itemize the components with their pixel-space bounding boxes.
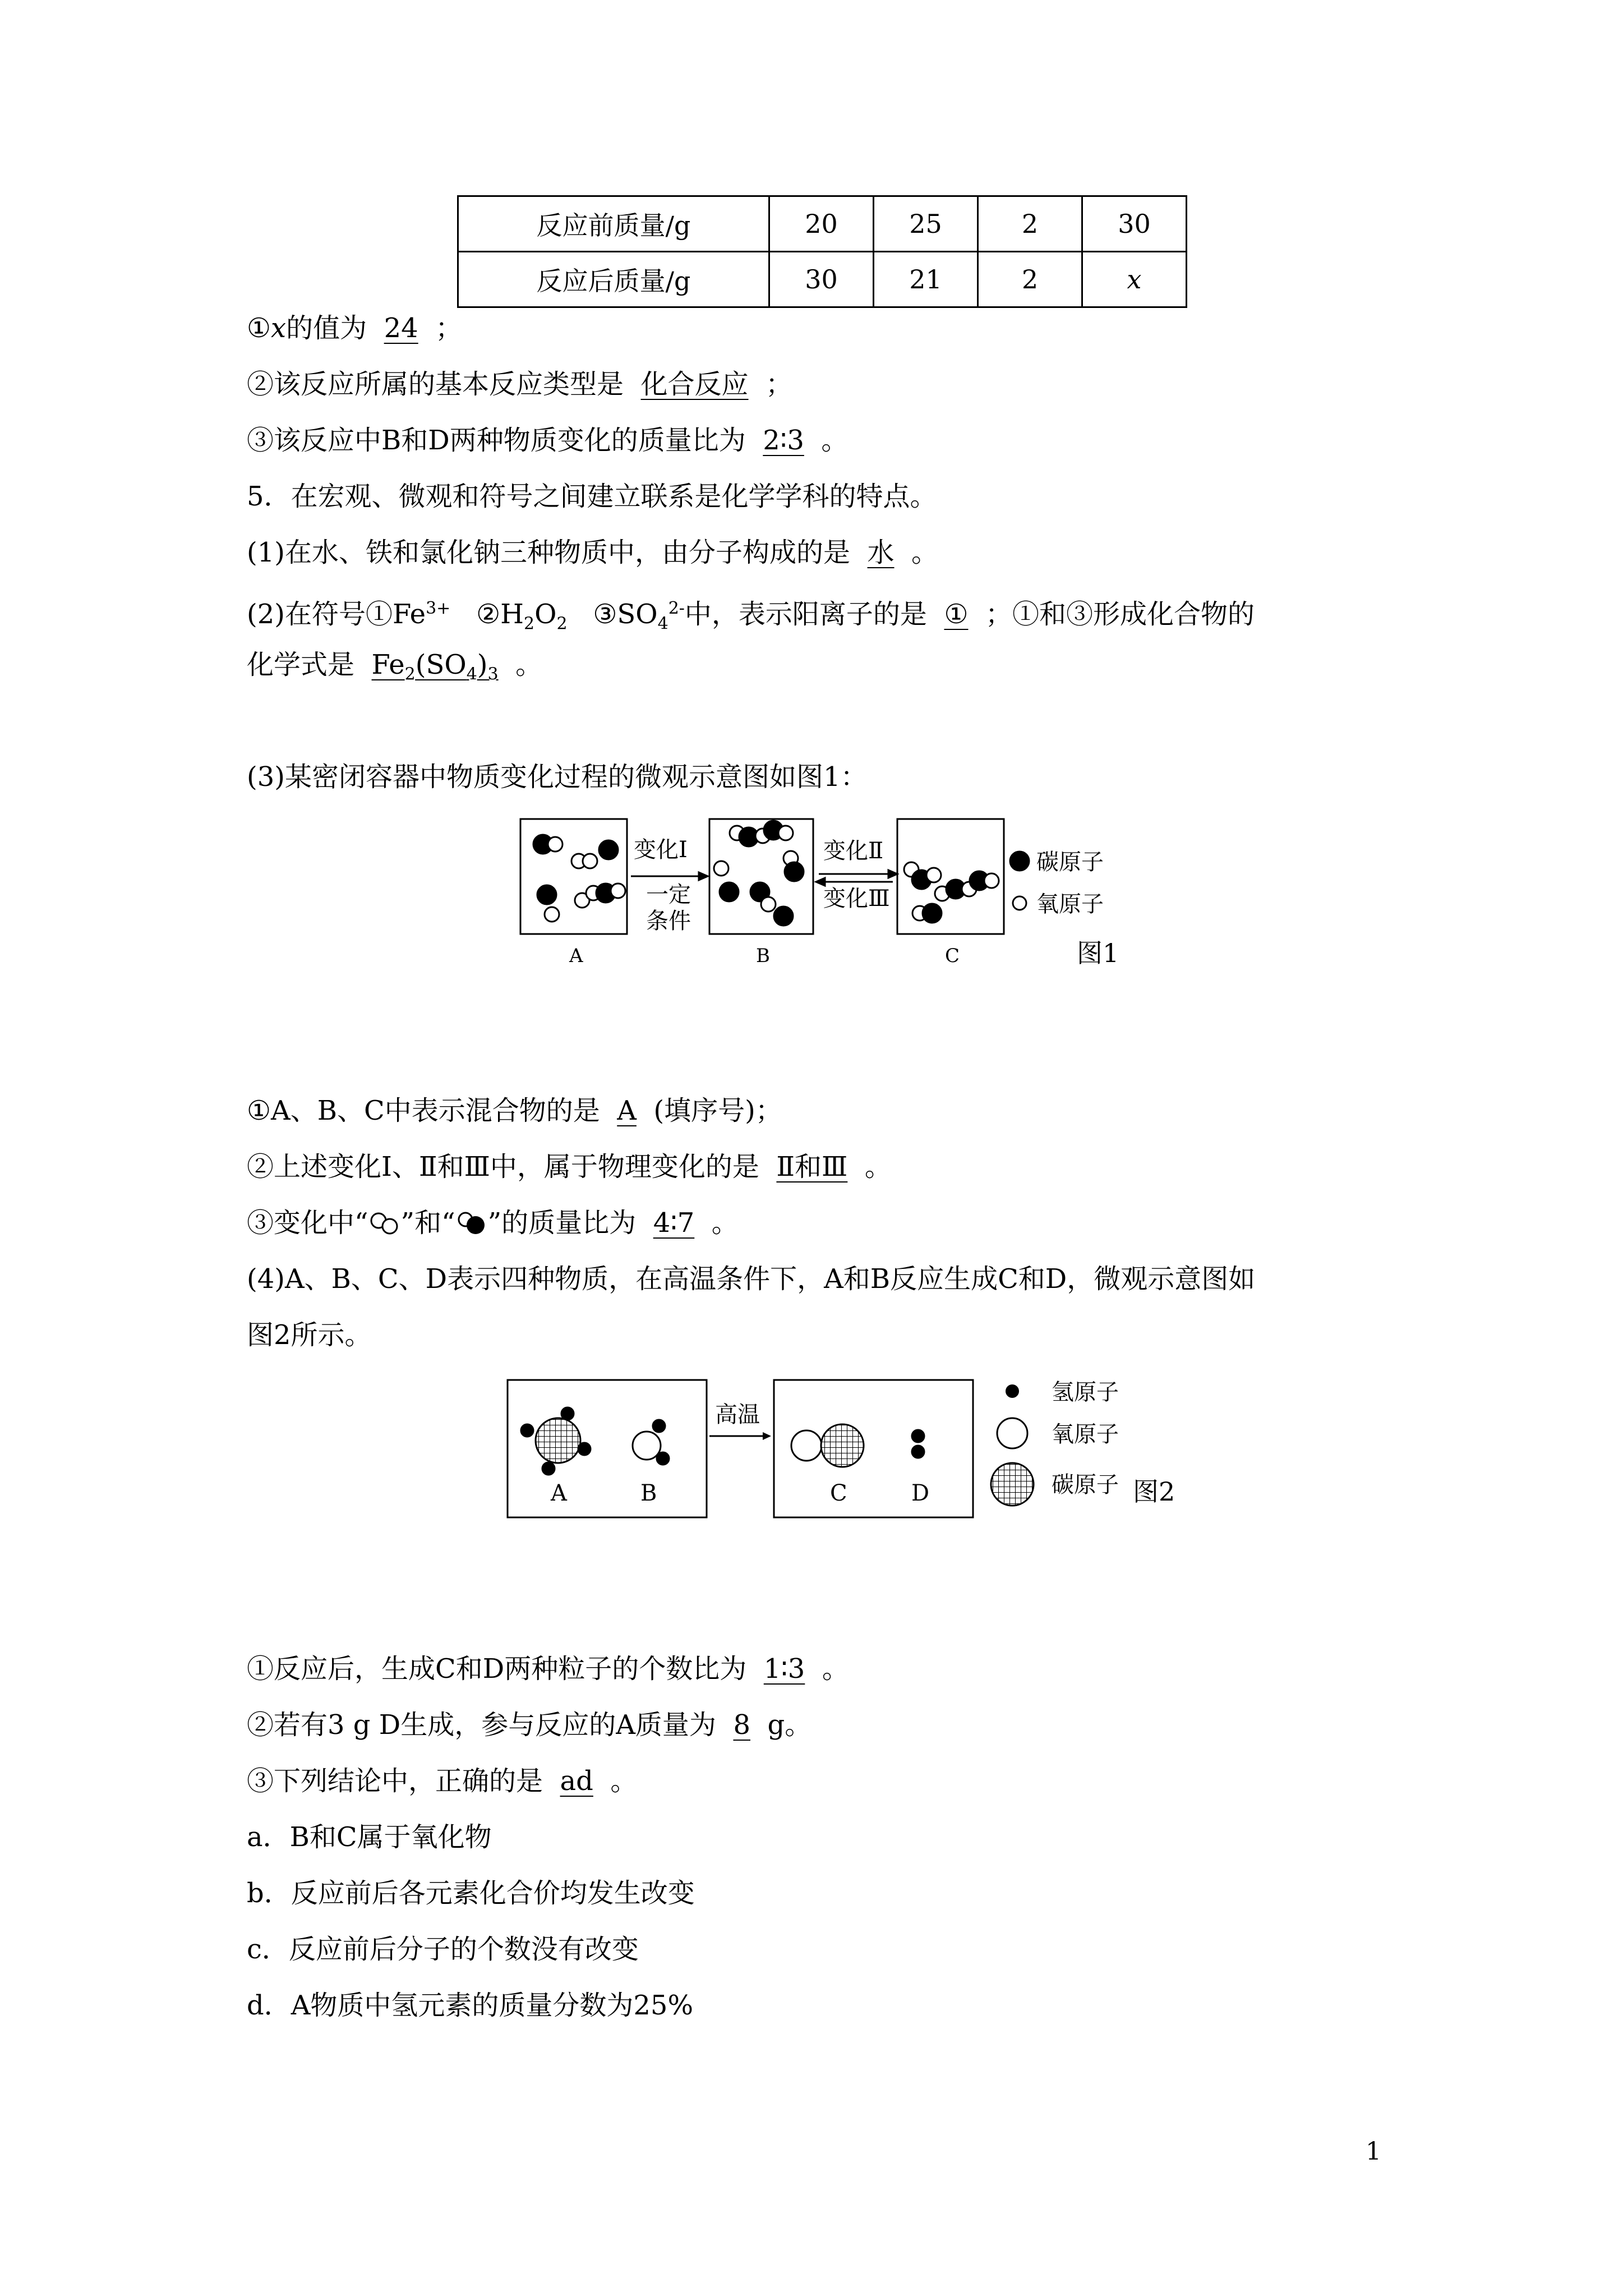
answer-blank: 水 (867, 537, 895, 568)
answer-blank: 4∶7 (653, 1207, 695, 1239)
q5-part-2: (2)在符号$①Fe^{3+}$ $②H_2O_2$ $③SO_4^{2-}$中，表示阳离子的是 ① ；①和③形成化合物的 (247, 599, 1255, 634)
label-c: C (830, 1480, 847, 1506)
answer-blank: 2∶3 (763, 425, 804, 456)
label-a: A (551, 1480, 567, 1506)
carbon-icon (991, 1463, 1034, 1506)
table-cell: 20 (769, 196, 874, 252)
answer-blank: 化合反应 (640, 369, 749, 400)
mass-table (457, 195, 1187, 308)
option-b: b．反应前后各元素化合价均发生改变 (247, 1878, 695, 1909)
label-a: A (569, 945, 583, 967)
q5-part-3-item-2: ②上述变化Ⅰ、Ⅱ和Ⅲ中，属于物理变化的是 Ⅱ和Ⅲ 。 (247, 1151, 892, 1182)
label-b: B (756, 945, 770, 967)
q5-part-2-line2: 化学式是 $Fe_2(SO_4)_3$ 。 (247, 648, 542, 692)
arrow2-bottom: 变化Ⅲ (823, 886, 890, 912)
q5-part-4-intro-2: 图2所示。 (247, 1319, 372, 1351)
table-cell: 25 (874, 196, 978, 252)
answer-blank: 24 (384, 312, 418, 344)
q5-part-4-item-2: ②若有3 g D生成，参与反应的A质量为 8 g。 (247, 1709, 812, 1741)
arrow1-top: 变化Ⅰ (634, 837, 688, 863)
legend-oxygen: 氧原子 (1036, 891, 1104, 917)
label-d: D (911, 1480, 930, 1506)
table-cell: 21 (874, 252, 978, 307)
legend-carbon: 碳原子 (1052, 1472, 1119, 1498)
legend-hydrogen: 氢原子 (1052, 1379, 1119, 1405)
table-row (458, 252, 1187, 307)
oxygen-molecule-icon (368, 1209, 401, 1236)
q5-part-3-intro: (3)某密闭容器中物质变化过程的微观示意图如图1： (247, 761, 868, 793)
q5-part-4-item-1: ①反应后，生成C和D两种粒子的个数比为 1∶3 。 (247, 1653, 849, 1685)
figure-caption: 图2 (1133, 1476, 1175, 1507)
option-a: a．B和C属于氧化物 (247, 1821, 492, 1853)
answer-blank: 8 (733, 1709, 750, 1741)
option-c: c．反应前后分子的个数没有改变 (247, 1934, 639, 1965)
q5-part-1: (1)在水、铁和氯化钠三种物质中，由分子构成的是 水 。 (247, 537, 939, 568)
figure-1 (516, 813, 1150, 976)
q4-item-2: ②该反应所属的基本反应类型是 化合反应 ； (247, 369, 793, 400)
arrow2-top: 变化Ⅱ (823, 838, 884, 864)
page-number: 1 (1366, 2137, 1381, 2166)
arrow1-bottom1: 一定 (646, 882, 691, 908)
carbon-monoxide-icon (455, 1209, 488, 1236)
answer-blank: A (617, 1095, 637, 1126)
answer-blank: ad (560, 1765, 593, 1797)
q4-item-3: ③该反应中B和D两种物质变化的质量比为 2∶3 。 (247, 425, 849, 456)
oxygen-icon (1013, 896, 1026, 910)
answer-blank: ① (944, 599, 969, 630)
answer-blank: 1∶3 (763, 1653, 805, 1685)
arrow1-bottom2: 条件 (646, 908, 691, 934)
q5-intro: 5．在宏观、微观和符号之间建立联系是化学学科的特点。 (247, 481, 937, 512)
row-label: 反应后质量/g (458, 252, 769, 307)
label-c: C (945, 945, 960, 967)
hydrogen-icon (1006, 1384, 1019, 1398)
q5-part-3-item-3: ③变化中“ ”和“ ”的质量比为 4∶7 。 (247, 1207, 739, 1239)
legend-carbon: 碳原子 (1036, 849, 1104, 875)
legend-oxygen: 氧原子 (1052, 1421, 1119, 1447)
q5-part-4-intro-1: (4)A、B、C、D表示四种物质，在高温条件下，A和B反应生成C和D，微观示意图如 (247, 1263, 1256, 1295)
row-label: 反应前质量/g (458, 196, 769, 252)
table-cell: 30 (1082, 196, 1187, 252)
label-b: B (640, 1480, 657, 1506)
figure-2 (505, 1374, 1206, 1526)
option-d: d．A物质中氢元素的质量分数为25% (247, 1990, 694, 2021)
answer-blank: Ⅱ和Ⅲ (776, 1151, 848, 1182)
arrow-condition: 高温 (715, 1402, 760, 1428)
carbon-icon (1010, 852, 1029, 871)
table-cell: x (1082, 252, 1187, 307)
answer-blank: $Fe_2(SO_4)_3$ (371, 649, 499, 684)
q5-part-4-item-3: ③下列结论中，正确的是 ad 。 (247, 1765, 638, 1797)
table-cell: 2 (978, 196, 1082, 252)
figure-caption: 图1 (1077, 938, 1119, 968)
oxygen-icon (997, 1418, 1027, 1448)
q5-part-3-item-1: ①A、B、C中表示混合物的是 A (填序号)； (247, 1095, 782, 1126)
q4-item-1: ①x的值为 24 ； (247, 312, 463, 344)
table-cell: 2 (978, 252, 1082, 307)
table-cell: 30 (769, 252, 874, 307)
table-row (458, 196, 1187, 252)
